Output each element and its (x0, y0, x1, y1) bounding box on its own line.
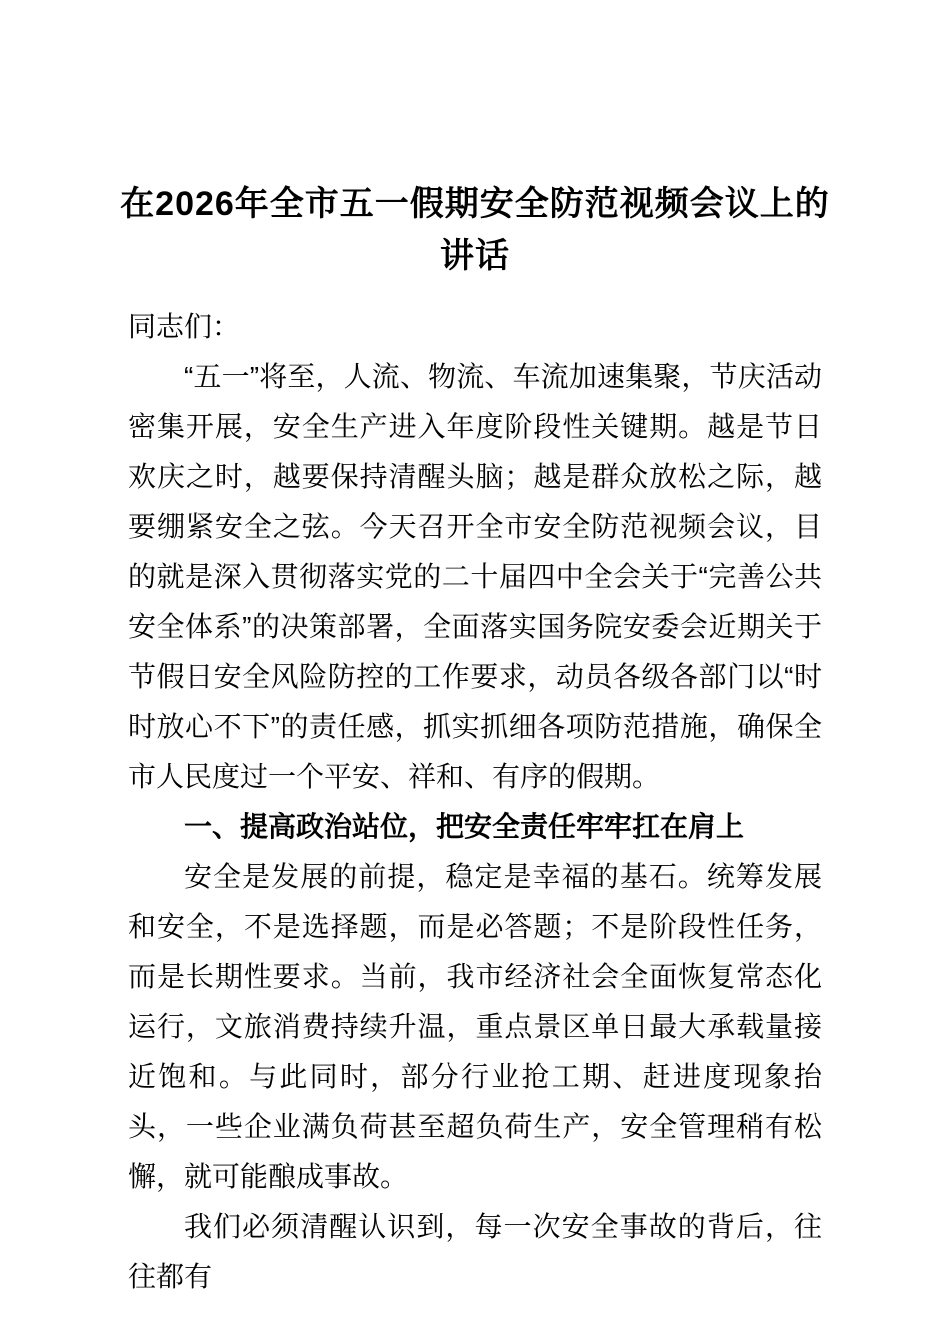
salutation: 同志们： (128, 311, 241, 342)
paragraph-intro: “五一”将至，人流、物流、车流加速集聚，节庆活动密集开展，安全生产进入年度阶段性关键期。越是节日欢庆之时，越要保持清醒头脑；越是群众放松之际，越要绷紧安全之弦。今天召开全市安全防范视频会议，目的就是深入贯彻落实党的二十届四中全会关于“完善公共安全体系”的决策部署，全面落实国务院安委会近期关于节假日安全风险防控的工作要求，动员各级各部门以“时时放心不下”的责任感，抓实抓细各项防范措施，确保全市人民度过一个平安、祥和、有序的假期。 (128, 361, 822, 792)
paragraph-truncated: 我们必须清醒认识到，每一次安全事故的背后，往往都有 (128, 1211, 822, 1292)
section-heading-1: 一、提高政治站位，把安全责任牢牢扛在肩上 (184, 811, 745, 842)
document-title: 在2026年全市五一假期安全防范视频会议上的讲话 (120, 185, 830, 275)
paragraph-section1-body: 安全是发展的前提，稳定是幸福的基石。统筹发展和安全，不是选择题，而是必答题；不是阶段性任务，而是长期性要求。当前，我市经济社会全面恢复常态化运行，文旅消费持续升温，重点景区单日最大承载量接近饱和。与此同时，部分行业抢工期、赶进度现象抬头，一些企业满负荷甚至超负荷生产，安全管理稍有松懈，就可能酿成事故。 (128, 861, 822, 1192)
